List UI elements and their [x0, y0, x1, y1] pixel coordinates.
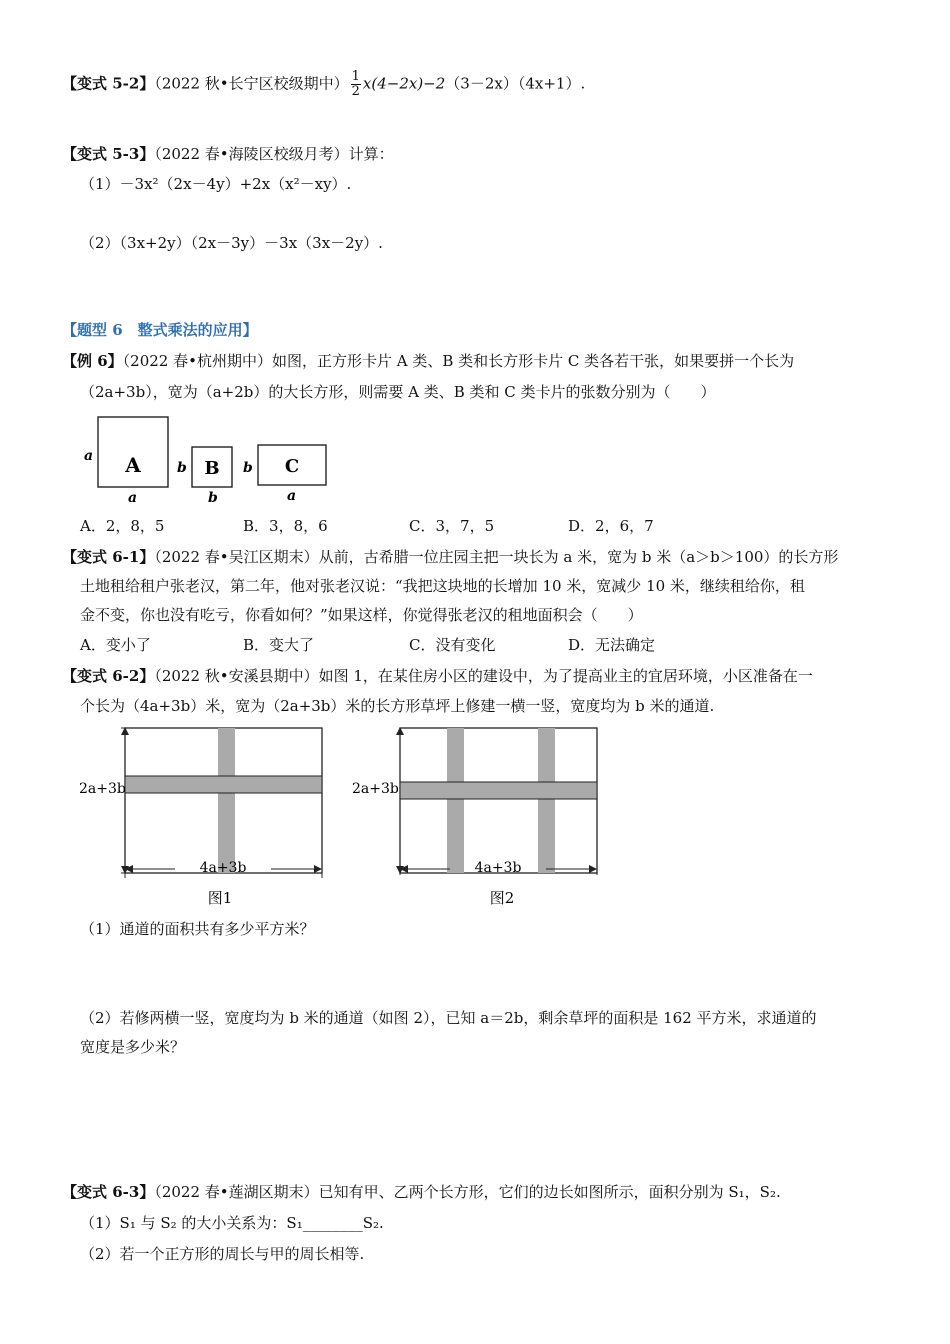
ex6-line1: （2022 春•杭州期中）如图，正方形卡片 A 类、B 类和长方形卡片 C 类各若干张，如果要拼一个长为 — [122, 352, 795, 370]
fig1-width-label: 4a+3b — [199, 860, 247, 876]
card-b-side: b — [177, 460, 187, 476]
q63-tag: 【变式 6-3】 — [62, 1183, 155, 1201]
q52-tag: 【变式 5-2】 — [62, 74, 155, 93]
question-5-3 — [62, 143, 394, 165]
card-c-label: C — [284, 456, 300, 477]
question-6-2 — [62, 665, 813, 687]
q61-option-d[interactable]: D．无法确定 — [568, 636, 656, 654]
q62-part1: （1）通道的面积共有多少平方米？ — [80, 920, 315, 938]
q63-part1: （1）S₁ 与 S₂ 的大小关系为：S₁________S₂. — [80, 1214, 384, 1232]
card-b-label: B — [204, 458, 220, 479]
fig2-height-label: 2a+3b — [352, 781, 399, 797]
ex6-tag: 【例 6】 — [62, 352, 123, 370]
card-c-bottom: a — [287, 488, 297, 504]
ex6-line2: （2a+3b），宽为（a+2b）的大长方形，则需要 A 类、B 类和 C 类卡片的张数分别为（ ） — [80, 383, 716, 401]
ex6-option-d[interactable]: D．2，6，7 — [568, 517, 654, 535]
ex6-option-b[interactable]: B．3，8，6 — [243, 517, 328, 535]
q61-option-b[interactable]: B．变大了 — [243, 636, 315, 654]
card-a-side: a — [84, 448, 94, 464]
ex6-option-a[interactable]: A．2，8，5 — [80, 517, 165, 535]
card-b-bottom: b — [208, 490, 218, 506]
q63-line1: （2022 春•莲湖区期末）已知有甲、乙两个长方形，它们的边长如图所示，面积分别为 S₁，S₂. — [154, 1183, 781, 1201]
ex6-option-c[interactable]: C．3，7，5 — [409, 517, 495, 535]
section-6-title: 【题型 6 整式乘法的应用】 — [62, 321, 258, 339]
card-c-side: b — [243, 460, 253, 476]
fig1-caption: 图1 — [207, 889, 233, 907]
card-a-label: A — [125, 453, 141, 477]
q61-option-c[interactable]: C．没有变化 — [409, 636, 496, 654]
fig2-vertical-path-2 — [538, 728, 555, 873]
q62-part2-line1: （2）若修两横一竖，宽度均为 b 米的通道（如图 2），已知 a＝2b，剩余草坪的面积是 162 平方米，求通道的 — [80, 1009, 817, 1027]
q52-fraction: $\frac{1}{2}$ — [351, 69, 360, 99]
question-6-1 — [62, 546, 838, 568]
question-6-3 — [62, 1181, 781, 1203]
example-6 — [62, 350, 794, 372]
fig2-caption: 图2 — [489, 889, 515, 907]
fig1-vertical-path — [218, 728, 235, 873]
q53-part2: （2）（3x+2y）（2x－3y）－3x（3x－2y）. — [80, 234, 383, 252]
q52-expr1: x(4−2x)−2 — [362, 74, 446, 93]
width-arrows — [75, 855, 615, 885]
fig1-height-label: 2a+3b — [79, 781, 126, 797]
q62-part2-line2: 宽度是多少米？ — [80, 1038, 186, 1056]
q53-tag: 【变式 5-3】 — [62, 145, 155, 163]
q61-line1: （2022 春•吴江区期末）从前，古希腊一位庄园主把一块长为 a 米，宽为 b 米（a＞b＞100）的长方形 — [154, 548, 839, 566]
q61-line2: 土地租给租户张老汉，第二年，他对张老汉说：“我把这块地的长增加 10 米，宽减少 10 米，继续租给你，租 — [80, 577, 805, 595]
question-5-2 — [62, 70, 585, 99]
fig1-horizontal-path — [125, 776, 322, 793]
q53-source: （2022 春•海陵区校级月考）计算： — [154, 145, 394, 163]
q61-option-a[interactable]: A．变小了 — [80, 636, 151, 654]
q62-line2: 个长为（4a+3b）米，宽为（2a+3b）米的长方形草坪上修建一横一竖，宽度均为 b 米的通道. — [80, 697, 715, 715]
q61-tag: 【变式 6-1】 — [62, 548, 155, 566]
fig2-lawn — [400, 728, 597, 873]
fig2-horizontal-path — [400, 782, 597, 799]
fig2-width-label: 4a+3b — [474, 860, 522, 876]
q52-expr2: （3－2x）（4x+1）. — [445, 74, 586, 93]
fig2-vertical-path-1 — [447, 728, 464, 873]
card-a-bottom: a — [128, 490, 138, 506]
cards-figure — [80, 412, 340, 508]
q63-part2: （2）若一个正方形的周长与甲的周长相等. — [80, 1245, 365, 1263]
q62-line1: （2022 秋•安溪县期中）如图 1，在某住房小区的建设中，为了提高业主的宜居环境，小区准备在一 — [154, 667, 813, 685]
q62-tag: 【变式 6-2】 — [62, 667, 155, 685]
q61-line3: 金不变，你也没有吃亏，你看如何？”如果这样，你觉得张老汉的租地面积会（ ） — [80, 606, 643, 624]
q52-source: （2022 秋•长宁区校级期中） — [154, 74, 349, 93]
q53-part1: （1）－3x²（2x－4y）+2x（x²－xy）. — [80, 175, 352, 193]
